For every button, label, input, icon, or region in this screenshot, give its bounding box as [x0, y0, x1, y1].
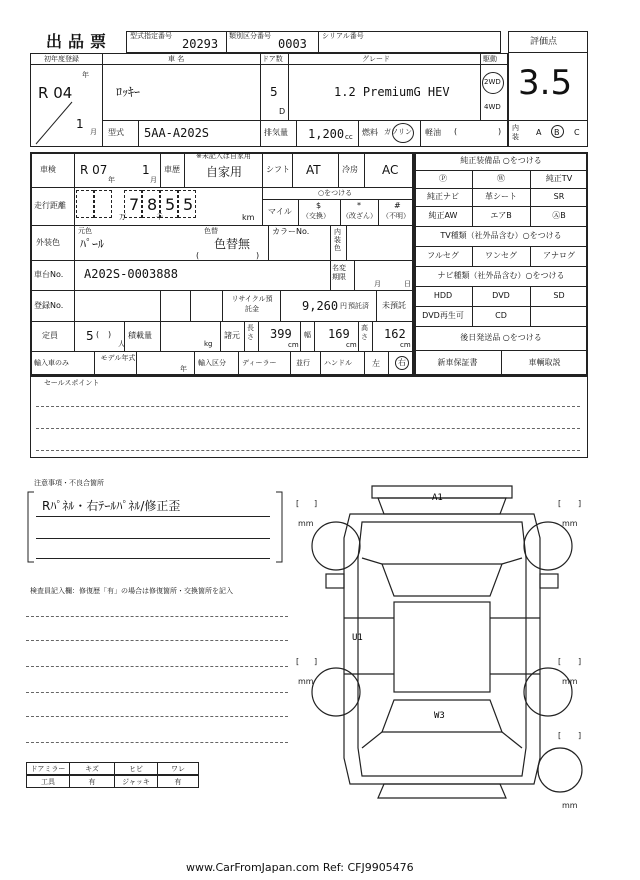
legend-cell	[69, 762, 115, 775]
legend-text: キズ	[85, 765, 99, 773]
rear-left-wheel	[312, 668, 360, 716]
doors-sub: D	[279, 107, 286, 116]
drive-2wd: 2WD	[484, 78, 501, 86]
name-change-label: 名変期限	[332, 264, 346, 281]
height-label: 高さ	[361, 324, 368, 341]
legend-cell	[114, 775, 158, 788]
right-mirror-shape	[540, 574, 558, 588]
tv-cell: ワンセグ	[485, 251, 517, 260]
grade-value: 1.2 PremiumG HEV	[334, 85, 450, 99]
notes-header: 注意事項・不良合箇所	[34, 479, 104, 487]
history-label: 車歴	[164, 165, 180, 174]
navi-cell: SD	[553, 291, 565, 300]
length-unit: cm	[288, 341, 299, 349]
tv-cell: アナログ	[543, 251, 575, 260]
equip-header: 純正装備品 ○をつける	[460, 156, 542, 165]
altered-label: *	[357, 201, 361, 210]
mileage-sen: 千	[156, 213, 163, 221]
exchange-sub: （交換）	[302, 212, 330, 220]
capacity-value: 5	[86, 329, 94, 343]
width-value: 169	[328, 327, 350, 341]
notes-line1: Rﾊﾟﾈﾙ・右ﾃｰﾙﾊﾟﾈﾙ/修正歪	[42, 499, 181, 513]
width-label: 幅	[304, 331, 311, 339]
color-change-label: 色替	[204, 227, 218, 235]
mileage-digit: 5	[183, 195, 194, 214]
orig-color-label: 元色	[78, 227, 92, 235]
mileage-man: 万	[119, 213, 126, 221]
drive-label: 駆動	[483, 55, 497, 63]
left-handle: 左	[372, 359, 380, 368]
serial-label: シリアル番号	[322, 32, 364, 40]
shift-value: AT	[306, 163, 321, 177]
left-mirror-shape	[326, 574, 344, 588]
fuel-label: 燃料	[362, 128, 378, 137]
recycle-value: 9,260	[302, 299, 339, 313]
first-reg-value: R 04	[38, 84, 73, 102]
legend-text: 工具	[41, 778, 55, 786]
damage-label-w3: W3	[434, 711, 445, 721]
mileage-digit-box	[124, 190, 142, 218]
inspection-label: 車検	[40, 165, 56, 174]
svg-text:[: [	[296, 657, 300, 666]
parallel-option: 並行	[296, 359, 310, 367]
import-class-label: 輸入区分	[198, 359, 226, 367]
orig-color-value: ﾊﾟｰﾙ	[80, 237, 105, 251]
grade-label: グレード	[362, 55, 390, 63]
load-unit: kg	[204, 340, 213, 348]
mileage-digit: 7	[129, 195, 140, 214]
svg-text:[: [	[558, 499, 562, 508]
sales-points-box	[30, 376, 588, 458]
unknown-label: #	[394, 201, 401, 210]
equip-cell: 革シート	[485, 192, 517, 201]
length-label: 長さ	[247, 324, 254, 341]
mileage-digit-box	[76, 190, 94, 218]
mileage-km: km	[242, 213, 255, 222]
roof-shape	[394, 602, 490, 692]
height-value: 162	[384, 327, 406, 341]
registration-label: 登録No.	[34, 301, 64, 310]
recycle-unit: 円	[340, 302, 347, 310]
not-deposited: 未預託	[382, 301, 406, 310]
interior-label: 内装	[512, 124, 519, 141]
fuel-value: ガソリン	[384, 128, 412, 136]
exchange-label: $	[316, 201, 322, 210]
navi-cell: DVD再生可	[422, 311, 464, 320]
shift-label: シフト	[266, 165, 290, 174]
legend-cell	[69, 775, 115, 788]
legend-text: 有	[174, 778, 182, 786]
mileage-circle-note: ○をつける	[318, 189, 353, 197]
drive-4wd: 4WD	[484, 103, 501, 111]
inspection-month-unit: 月	[150, 176, 157, 184]
height-unit: cm	[400, 341, 411, 349]
mileage-label: 走行距離	[34, 201, 66, 210]
width-unit: cm	[346, 341, 357, 349]
rating-label: 評価点	[530, 37, 558, 47]
equip-cell: Ⓦ	[497, 174, 505, 183]
name-change-month: 月	[374, 280, 381, 288]
rating-score: 3.5	[518, 63, 573, 103]
dealer-option: ディーラー	[242, 359, 277, 367]
damage-label-u1: U1	[352, 633, 363, 643]
legend-text: ヒビ	[129, 765, 143, 773]
color-no-label: カラーNo.	[272, 227, 310, 236]
right-handle: 右	[398, 358, 406, 367]
inner-color-label: 内装色	[334, 228, 341, 252]
inspection-year-unit: 年	[108, 176, 115, 184]
mileage-digit-box	[178, 190, 196, 218]
tv-header: TV種類（社外品含む）○をつける	[440, 231, 562, 240]
unknown-sub: （不明）	[382, 212, 410, 220]
outer-color-label: 外装色	[36, 238, 60, 247]
color-change-value: 色替無	[214, 237, 251, 251]
svg-text:]: ]	[578, 499, 582, 508]
mileage-digit: 5	[165, 195, 176, 214]
mile-label: マイル	[268, 207, 292, 216]
rear-right-wheel	[524, 668, 572, 716]
equip-cell: ⒶB	[552, 211, 566, 220]
tv-cell: フルセグ	[427, 251, 459, 260]
mm-label-rl: mm	[298, 677, 314, 686]
mm-label-fr: mm	[562, 519, 578, 528]
docs-header: 後日発送品 ○をつける	[460, 333, 542, 342]
mileage-digit-box	[94, 190, 112, 218]
mm-label-fl: mm	[298, 519, 314, 528]
document-title: 出品票	[46, 32, 113, 51]
month-unit: 月	[90, 128, 97, 136]
diagonal-slash	[30, 98, 102, 147]
car-damage-diagram	[290, 478, 596, 812]
navi-cell: CD	[495, 311, 507, 320]
displacement-label: 排気量	[264, 128, 288, 137]
cabin-outline	[358, 522, 526, 776]
legend-cell	[157, 762, 199, 775]
svg-text:]: ]	[314, 499, 318, 508]
equip-cell: 純正ナビ	[427, 192, 459, 201]
rear-bumper-shape	[378, 784, 506, 798]
car-name-value: ﾛｯｷｰ	[116, 85, 141, 99]
displacement-value: 1,200	[308, 127, 345, 141]
first-reg-label: 初年度登録	[44, 55, 79, 63]
navi-cell: DVD	[492, 291, 510, 300]
front-right-wheel	[524, 522, 572, 570]
chassis-label: 車台No.	[34, 270, 64, 279]
ac-label: 冷房	[342, 165, 358, 174]
inspector-note: 検査員記入欄：修復歴「有」の場合は修復箇所・交換箇所を記入	[30, 587, 233, 595]
legend-cell	[157, 775, 199, 788]
history-note: ※未記入は自家用	[196, 152, 251, 160]
docs-cell: 新車保証書	[437, 358, 478, 367]
navi-header: ナビ種類（社外品含む）○をつける	[437, 271, 565, 280]
navi-cell: HDD	[433, 291, 453, 300]
year-unit: 年	[82, 71, 89, 79]
legend-text: ジャッキ	[122, 778, 150, 786]
svg-text:]: ]	[314, 657, 318, 666]
handle-label: ハンドル	[324, 359, 352, 367]
legend-text: ワレ	[171, 765, 185, 773]
equipment-table	[414, 152, 588, 376]
equip-cell: SR	[553, 192, 565, 201]
legend-text: ドアミラー	[30, 765, 66, 773]
ac-value: AC	[382, 163, 399, 177]
model-year-label: モデル年式	[100, 354, 136, 362]
mm-label-spare: mm	[562, 801, 578, 810]
equip-cell: エアB	[490, 211, 512, 220]
svg-text:[: [	[558, 657, 562, 666]
doors-label: ドア数	[262, 55, 283, 63]
length-value: 399	[270, 327, 292, 341]
svg-text:[: [	[296, 499, 300, 508]
car-name-label: 車 名	[168, 55, 185, 63]
damage-label-a1: A1	[432, 493, 443, 503]
sales-points-label: セールスポイント	[44, 379, 100, 387]
person-unit: 人	[118, 340, 125, 348]
altered-sub: （改ざん）	[342, 212, 377, 220]
equip-cell: 純正AW	[428, 211, 458, 220]
legend-cell	[114, 762, 158, 775]
model-designation-label: 型式指定番号	[130, 32, 172, 40]
footer-watermark: www.CarFromJapan.com Ref: CFJ9905476	[186, 861, 414, 874]
interior-b: B	[554, 128, 560, 137]
dims-label: 諸元	[224, 331, 240, 340]
interior-a: A	[536, 128, 542, 137]
docs-cell: 車輌取説	[528, 358, 561, 367]
doors-value: 5	[270, 85, 278, 99]
interior-c: C	[574, 128, 580, 137]
body-outline	[344, 514, 540, 784]
equip-cell: Ⓟ	[439, 174, 447, 183]
legend-cell	[26, 762, 70, 775]
recycle-label: リサイクル預託金	[231, 295, 273, 313]
mileage-digit: 8	[147, 195, 158, 214]
name-change-day: 日	[404, 280, 411, 288]
type-value: 5AA-A202S	[144, 126, 210, 140]
mm-label-rr: mm	[562, 677, 578, 686]
svg-text:[: [	[558, 731, 562, 740]
import-label: 輸入車のみ	[34, 359, 69, 367]
svg-text:]: ]	[578, 657, 582, 666]
recycle-status: 預託済	[348, 302, 369, 310]
front-left-wheel	[312, 522, 360, 570]
model-designation-value: 20293	[182, 37, 219, 51]
cc-unit: cc	[345, 133, 353, 141]
inspection-month: 1	[142, 163, 150, 177]
windshield-shape	[382, 564, 502, 596]
light-oil-label: 軽油	[425, 128, 441, 137]
legend-text: 有	[88, 778, 96, 786]
spare-wheel	[538, 748, 582, 792]
capacity-label: 定員	[42, 331, 58, 340]
type-label: 型式	[108, 128, 124, 137]
legend-cell	[26, 775, 70, 788]
model-year-unit: 年	[180, 365, 187, 373]
history-value: 自家用	[206, 165, 243, 179]
category-label: 類別区分番号	[229, 32, 271, 40]
svg-text:]: ]	[578, 731, 582, 740]
chassis-value: A202S-0003888	[84, 267, 178, 281]
load-label: 積載量	[128, 331, 152, 340]
category-value: 0003	[278, 37, 307, 51]
first-reg-month: 1	[76, 117, 84, 131]
equip-cell: 純正TV	[545, 174, 573, 183]
inspection-value: R 07	[80, 163, 108, 177]
